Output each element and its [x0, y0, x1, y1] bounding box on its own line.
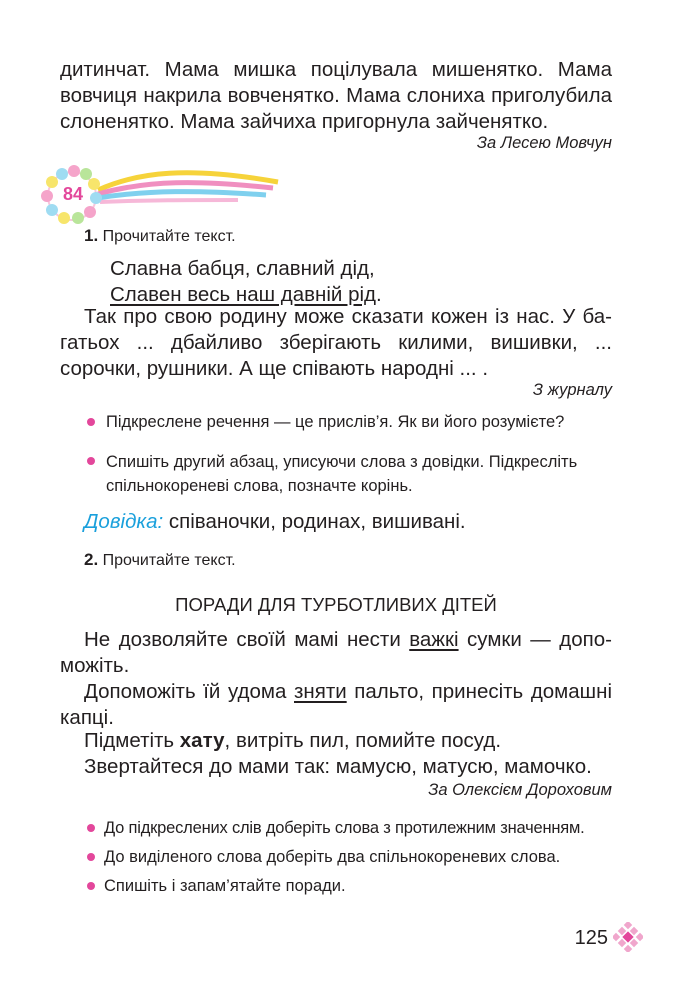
text-fragment: Не дозволяйте своїй мамі нести: [84, 628, 410, 651]
bullet-icon: [87, 457, 95, 465]
lesson-number: 84: [62, 184, 84, 204]
text-line: [84, 627, 612, 653]
bold-word: хату: [179, 729, 225, 752]
dovidka-label: Довідка:: [84, 510, 164, 533]
assignment-text: До підкреслених слів доберіть слова з протилежним значенням.: [104, 819, 585, 837]
assignment-text: Спишіть і запам’ятайте поради.: [104, 877, 346, 895]
task-number: 1.: [84, 226, 99, 245]
author-attribution: За Олексієм Дороховим: [428, 781, 612, 799]
assignment-text: спільнокореневі слова, позначте корінь.: [106, 477, 413, 495]
text-line: вовчиця накрила вовченятко. Мама слониха приголубила: [60, 84, 612, 107]
bullet-icon: [87, 853, 95, 861]
assignment-text: До виділеного слова доберіть два спільнокореневих слова.: [104, 848, 561, 866]
bullet-icon: [87, 824, 95, 832]
assignment-text: Підкреслене речення — це прислів’я. Як ви його розумієте?: [106, 413, 565, 431]
text-line: капці.: [60, 706, 114, 729]
text-line: [84, 728, 501, 754]
underlined-word: зняти: [294, 680, 347, 703]
text-fragment: , витріть пил, помийте посуд.: [224, 729, 502, 752]
text-line: сорочки, рушники. А ще співають народні ... .: [60, 357, 489, 380]
assignment-text: Спишіть другий абзац, уписуючи слова з довідки. Підкресліть: [106, 453, 578, 471]
text-line: [84, 679, 612, 705]
bullet-icon: [87, 882, 95, 890]
text-title: ПОРАДИ ДЛЯ ТУРБОТЛИВИХ ДІТЕЙ: [175, 594, 497, 615]
lesson-badge: [38, 160, 288, 226]
punctuation: .: [376, 283, 382, 306]
text-line: можіть.: [60, 654, 130, 677]
source-attribution: З журналу: [532, 381, 612, 399]
text-line: Звертайтеся до мами так: мамусю, матусю, мамочко.: [84, 755, 592, 778]
bullet-icon: [87, 418, 95, 426]
author-attribution: За Лесею Мовчун: [476, 134, 612, 152]
text-line: дитинчат. Мама мишка поцілувала мишенятко. Мама: [60, 58, 612, 81]
text-fragment: пальто, принесіть домашні: [346, 680, 612, 703]
instruction-text: Прочитайте текст.: [102, 552, 236, 569]
text-fragment: Допоможіть їй удома: [84, 680, 294, 703]
dovidka: [84, 509, 466, 535]
poem-line: Славна бабця, славний дід,: [110, 257, 375, 280]
ornament-icon: [613, 922, 643, 952]
page-number: 125: [574, 927, 608, 949]
task-2-instruction: [84, 548, 236, 573]
proverb-underlined: Славен весь наш давній рід: [110, 283, 376, 306]
task-1-instruction: [84, 224, 236, 249]
text-fragment: Підметіть: [84, 729, 180, 752]
text-fragment: сумки — допо-: [458, 628, 612, 651]
text-line: гатьох ... дбайливо зберігають килими, вишивки, ...: [60, 331, 612, 354]
dovidka-words: співаночки, родинах, вишивані.: [163, 510, 466, 533]
text-line: Так про свою родину може сказати кожен із нас. У ба-: [84, 305, 612, 328]
instruction-text: Прочитайте текст.: [102, 228, 236, 245]
task-number: 2.: [84, 550, 99, 569]
underlined-word: важкі: [409, 628, 459, 651]
text-line: слоненятко. Мама зайчиха пригорнула зайченятко.: [60, 110, 549, 133]
